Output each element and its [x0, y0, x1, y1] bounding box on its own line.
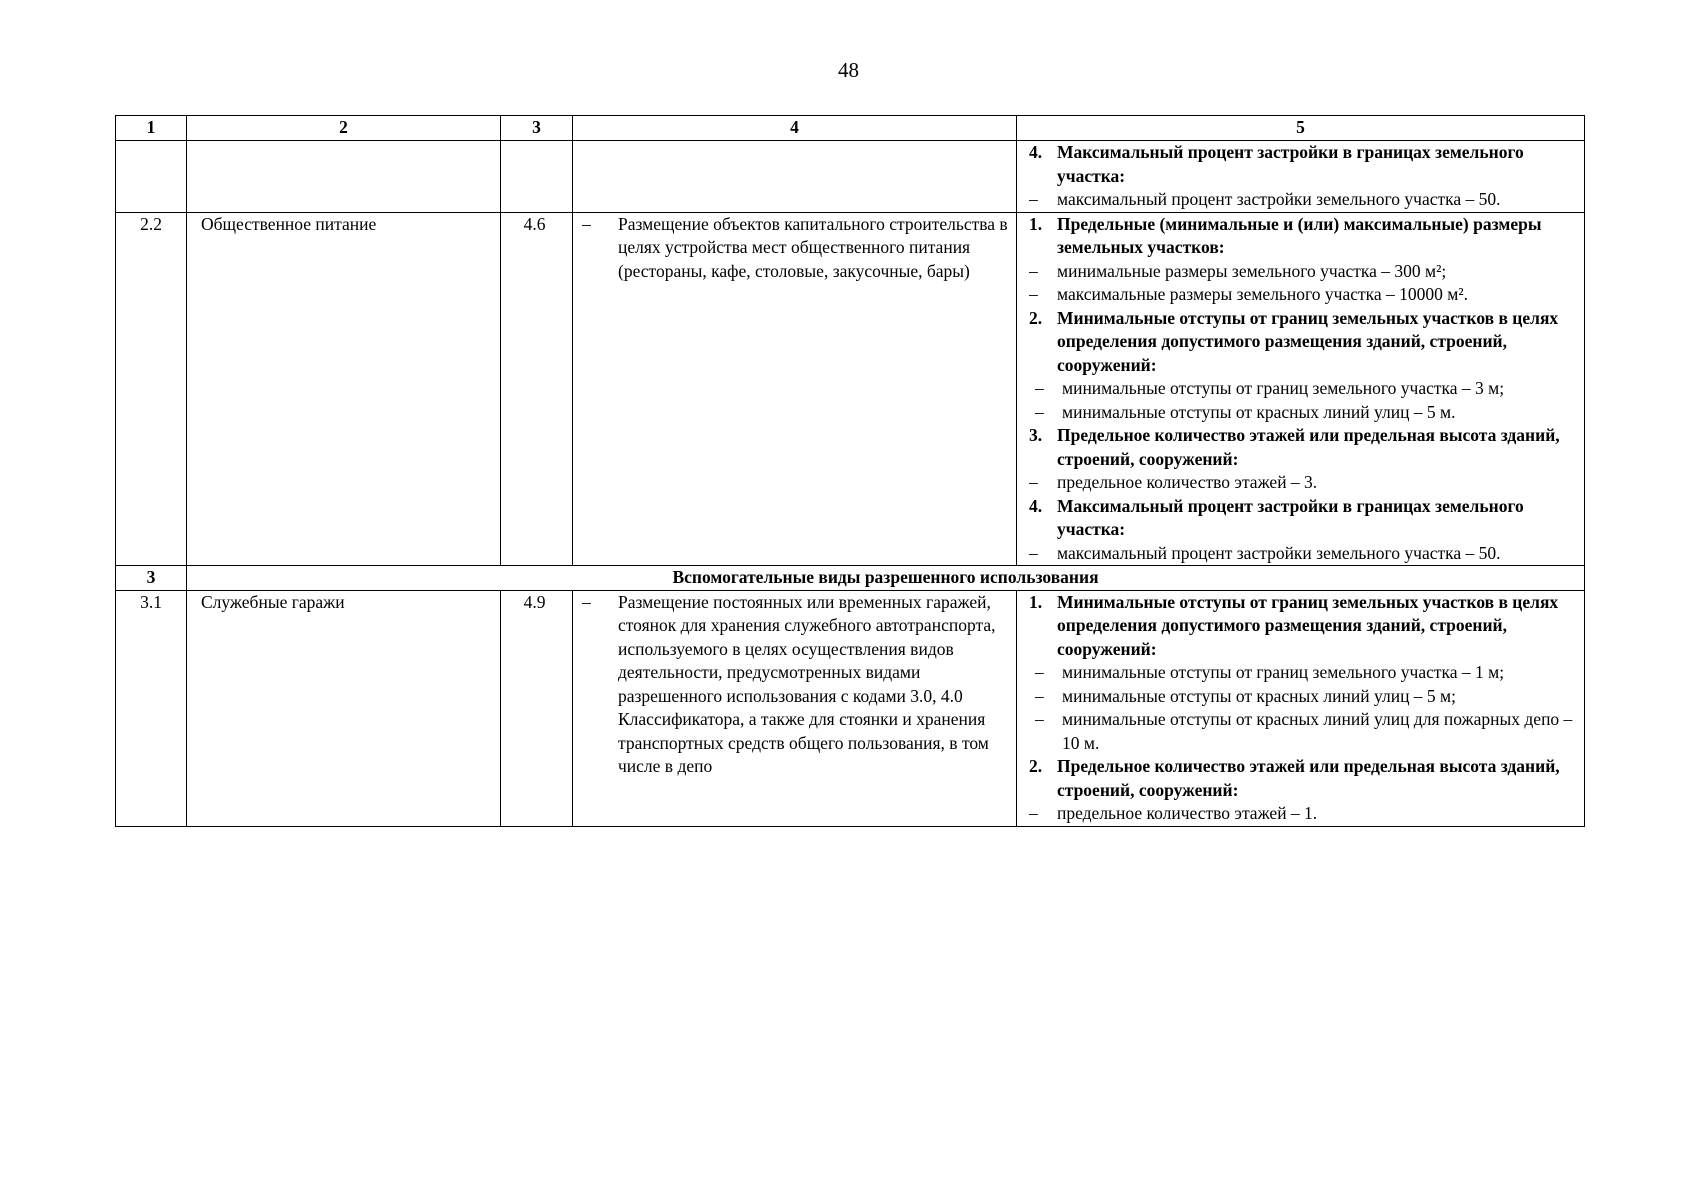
parameter-value-text: минимальные размеры земельного участка – 300 м²; — [1057, 260, 1447, 281]
dash-marker: – — [1029, 260, 1038, 281]
use-description-cell — [573, 212, 1017, 566]
row-number-cell — [116, 141, 187, 213]
parameter-value — [1025, 685, 1578, 709]
parameter-value — [1025, 802, 1578, 826]
parameter-number: 4. — [1029, 495, 1043, 516]
parameter-heading — [1025, 213, 1578, 260]
parameter-title: Предельное количество этажей или предельная высота зданий, строений, сооружений: — [1057, 756, 1560, 800]
parameter-heading — [1025, 755, 1578, 802]
parameters-cell — [1017, 212, 1585, 566]
dash-marker: – — [1035, 709, 1044, 729]
parameter-number: 2. — [1029, 307, 1043, 328]
parameter-value-text: максимальные размеры земельного участка – 10000 м². — [1057, 284, 1468, 304]
use-name-cell — [187, 141, 501, 213]
parameter-number: 2. — [1029, 756, 1043, 776]
dash-marker: – — [1029, 284, 1038, 304]
page-number: 48 — [838, 58, 859, 82]
table-row — [116, 141, 1585, 213]
parameter-value — [1025, 661, 1578, 685]
parameter-value — [1025, 708, 1578, 755]
description-item — [582, 213, 1010, 284]
dash-marker: – — [1029, 542, 1038, 563]
use-description-cell — [573, 141, 1017, 213]
parameter-title: Максимальный процент застройки в границах земельного участка: — [1057, 142, 1524, 186]
parameter-value — [1025, 401, 1578, 425]
description-text: Размещение объектов капитального строительства в целях устройства мест общественного питания (рестораны, кафе, столовые, закусочные, бары) — [618, 213, 1008, 281]
parameter-heading — [1025, 307, 1578, 378]
parameter-number: 1. — [1029, 213, 1043, 234]
parameters-cell — [1017, 590, 1585, 826]
parameter-value-text: минимальные отступы от границ земельного участка – 3 м; — [1062, 378, 1505, 398]
parameter-value-text: максимальный процент застройки земельного участка – 50. — [1057, 542, 1501, 563]
parameter-number: 1. — [1029, 591, 1043, 612]
table-row — [116, 590, 1585, 826]
parameter-heading — [1025, 591, 1578, 662]
parameter-value-text: минимальные отступы от красных линий улиц – 5 м. — [1062, 401, 1456, 422]
parameter-value — [1025, 260, 1578, 284]
regulations-table — [115, 115, 1585, 827]
parameters-cell — [1017, 141, 1585, 213]
section-title-cell: Вспомогательные виды разрешенного использования — [187, 566, 1585, 591]
parameter-title: Предельное количество этажей или предельная высота зданий, строений, сооружений: — [1057, 425, 1560, 469]
parameter-value-text: предельное количество этажей – 3. — [1057, 472, 1318, 492]
parameter-title: Минимальные отступы от границ земельных участков в целях определения допустимого размещения зданий, строений, сооружений: — [1057, 591, 1559, 659]
section-row — [116, 566, 1585, 591]
column-header: 2 — [187, 116, 501, 141]
row-number-cell: 2.2 — [116, 212, 187, 566]
table-row — [116, 212, 1585, 566]
parameter-value-text: максимальный процент застройки земельного участка – 50. — [1057, 189, 1501, 209]
parameter-heading — [1025, 141, 1578, 188]
parameter-title: Минимальные отступы от границ земельных участков в целях определения допустимого размещения зданий, строений, сооружений: — [1057, 307, 1559, 375]
use-code-cell: 4.6 — [501, 212, 573, 566]
parameter-number: 4. — [1029, 142, 1043, 162]
dash-marker: – — [1029, 803, 1038, 823]
row-number-cell: 3.1 — [116, 590, 187, 826]
parameter-value — [1025, 542, 1578, 566]
parameter-value-text: минимальные отступы от красных линий улиц – 5 м; — [1062, 685, 1456, 706]
column-header: 5 — [1017, 116, 1585, 141]
dash-marker: – — [582, 591, 591, 612]
parameter-heading — [1025, 495, 1578, 542]
parameter-number: 3. — [1029, 425, 1043, 445]
column-header: 4 — [573, 116, 1017, 141]
use-code-cell — [501, 141, 573, 213]
parameter-value-text: минимальные отступы от границ земельного участка – 1 м; — [1062, 662, 1505, 682]
dash-marker: – — [1035, 662, 1044, 682]
dash-marker: – — [1035, 401, 1044, 422]
parameter-value — [1025, 283, 1578, 307]
parameter-value-text: минимальные отступы от красных линий улиц для пожарных депо – 10 м. — [1062, 709, 1573, 753]
column-header: 3 — [501, 116, 573, 141]
table-header-row — [116, 116, 1585, 141]
description-item — [582, 591, 1010, 779]
parameter-title: Предельные (минимальные и (или) максимальные) размеры земельных участков: — [1057, 213, 1542, 257]
use-code-cell: 4.9 — [501, 590, 573, 826]
parameter-value — [1025, 188, 1578, 212]
dash-marker: – — [1035, 685, 1044, 706]
use-name-cell: Служебные гаражи — [187, 590, 501, 826]
dash-marker: – — [582, 213, 591, 234]
parameter-value — [1025, 471, 1578, 495]
parameter-heading — [1025, 424, 1578, 471]
column-header: 1 — [116, 116, 187, 141]
dash-marker: – — [1029, 189, 1038, 209]
use-name-cell: Общественное питание — [187, 212, 501, 566]
parameter-value — [1025, 377, 1578, 401]
description-text: Размещение постоянных или временных гаражей, стоянок для хранения служебного автотранспорта, используемого в целях осуществления видов деятельности, предусмотренных видами разрешенного использования с кодами 3.0, 4.0 Классификатора, а также для стоянки и хранения транспортных средств общего пользования, в том числе в депо — [618, 591, 996, 776]
dash-marker: – — [1029, 472, 1038, 492]
use-description-cell — [573, 590, 1017, 826]
dash-marker: – — [1035, 378, 1044, 398]
parameter-title: Максимальный процент застройки в границах земельного участка: — [1057, 495, 1524, 539]
section-number-cell: 3 — [116, 566, 187, 591]
parameter-value-text: предельное количество этажей – 1. — [1057, 803, 1318, 823]
